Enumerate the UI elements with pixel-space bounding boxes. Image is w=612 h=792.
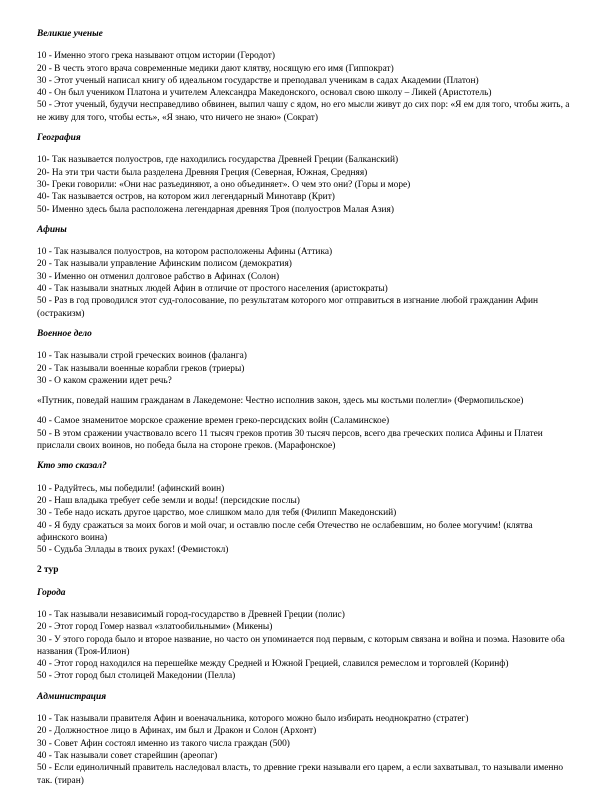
question-item: 30- Греки говорили: «Они нас разъединяют, а оно объединяет». О чем это они? (Горы и море) (37, 179, 411, 190)
question-item: 50 - Судьба Эллады в твоих руках! (Фемистокл) (37, 545, 229, 556)
question-item: 50 - В этом сражении участвовало всего 11 тысяч греков против 30 тысяч персов, всего два греческих полиса Афины и Платеи прислали своих воинов, но победа была на стороне греков. (Марафонское) (37, 428, 543, 452)
question-item: 30 - Этот ученый написал книгу об идеальном государстве и преподавал ученикам в садах Академии (Платон) (37, 75, 479, 86)
section-cities (37, 587, 576, 683)
question-item: 20 - Должностное лицо в Афинах, им был и Дракон и Солон (Архонт) (37, 726, 317, 737)
question-item: 20 - В честь этого врача современные медики дают клятву, носящую его имя (Гиппократ) (37, 63, 394, 74)
section-heading: Великие ученые (37, 29, 103, 39)
question-item: 50 - Этот город был столицей Македонии (Пелла) (37, 671, 236, 682)
question-list (37, 154, 576, 215)
question-item: 20 - Этот город Гомер назвал «златообильными» (Микены) (37, 622, 273, 633)
epitaph-quote: «Путник, поведай нашим гражданам в Лакедемоне: Честно исполнив закон, здесь мы костьми полегли» (Фермопильское) (37, 396, 524, 407)
section-heading: Кто это сказал? (37, 461, 107, 472)
question-item: 40- Так называется остров, на котором жил легендарный Минотавр (Крит) (37, 192, 335, 203)
section-heading: География (37, 133, 81, 144)
question-item: 40 - Он был учеником Платона и учителем Александра Македонского, основал свою школу – Ликей (Аристотель) (37, 88, 492, 99)
section-great-scientists (37, 28, 576, 124)
question-item: 30 - Именно он отменил долговое рабство в Афинах (Солон) (37, 271, 280, 282)
question-item: 20 - Наш владыка требует себе земли и воды! (персидские послы) (37, 495, 300, 506)
section-administration (37, 691, 576, 787)
question-list (37, 246, 576, 320)
round-title: 2 тур (37, 565, 59, 576)
question-item: 40 - Так называли совет старейшин (ареопаг) (37, 750, 218, 761)
section-military (37, 328, 576, 452)
question-item: 30 - О каком сражении идет речь? (37, 375, 172, 386)
question-item: 20- На эти три части была разделена Древняя Греция (Северная, Южная, Средняя) (37, 167, 368, 178)
question-item: 40 - Самое знаменитое морское сражение времен греко-персидских войн (Саламинское) (37, 416, 390, 427)
section-geography (37, 132, 576, 216)
question-list (37, 609, 576, 683)
question-item: 50 - Если единоличный правитель наследовал власть, то древние греки называли его царем, а если захватывал, то называли именно так. (тиран) (37, 763, 564, 786)
question-item: 40 - Я буду сражаться за моих богов и мой очаг, и оставлю после себя Отечество не ослабевшим, но более могучим! (клятва афинского воина) (37, 520, 533, 543)
question-item: 10 - Так называли правителя Афин и военачальника, которого можно было избирать неоднократно (стратег) (37, 714, 469, 725)
question-list (37, 415, 576, 452)
question-item: 20 - Так называли военные корабли греков (триеры) (37, 363, 245, 374)
question-item: 30 - Совет Афин состоял именно из такого числа граждан (500) (37, 738, 290, 749)
section-heading: Военное дело (37, 328, 92, 339)
question-item: 40 - Так называли знатных людей Афин в отличие от простого населения (аристократы) (37, 284, 388, 295)
question-item: 10 - Так назывался полуостров, на котором расположены Афины (Аттика) (37, 247, 333, 258)
section-who-said (37, 460, 576, 556)
question-list (37, 713, 576, 787)
section-heading: Администрация (37, 691, 107, 702)
question-list (37, 50, 576, 124)
question-item: 50- Именно здесь была расположена легендарная древняя Троя (полуостров Малая Азия) (37, 204, 394, 215)
question-list (37, 350, 576, 387)
question-item: 20 - Так называли управление Афинским полисом (демократия) (37, 259, 292, 270)
question-item: 10 - Так называли независимый город-государство в Древней Греции (полис) (37, 609, 345, 620)
question-item: 10- Так называется полуостров, где находились государства Древней Греции (Балканский) (37, 155, 399, 166)
question-item: 40 - Этот город находился на перешейке между Средней и Южной Грецией, славился ремеслом и торговлей (Коринф) (37, 659, 509, 670)
question-item: 30 - Тебе надо искать другое царство, мое слишком мало для тебя (Филипп Македонский) (37, 508, 397, 519)
question-list (37, 483, 576, 557)
section-heading: Города (37, 587, 66, 598)
question-item: 30 - У этого города было и второе название, но часто он упоминается под первым, с которым связана и война и поэма. Назовите оба названия (Троя-Илион) (37, 634, 565, 657)
question-item: 10 - Так называли строй греческих воинов (фаланга) (37, 351, 247, 362)
section-athens (37, 224, 576, 320)
section-heading: Афины (37, 224, 67, 235)
question-item: 50 - Раз в год проводился этот суд-голосование, по результатам которого мог отправиться в изгнание любой гражданин Афин (остракизм) (37, 296, 538, 319)
question-item: 10 - Именно этого грека называют отцом истории (Геродот) (37, 51, 276, 62)
question-item: 10 - Радуйтесь, мы победили! (афинский воин) (37, 483, 225, 494)
question-item: 50 - Этот ученый, будучи несправедливо обвинен, выпил чашу с ядом, но его мысли живут до сих пор: «Я ем для того, чтобы жить, а не живу для того, чтобы есть», «Я знаю, что ничего не знаю» (Сократ) (37, 100, 570, 123)
